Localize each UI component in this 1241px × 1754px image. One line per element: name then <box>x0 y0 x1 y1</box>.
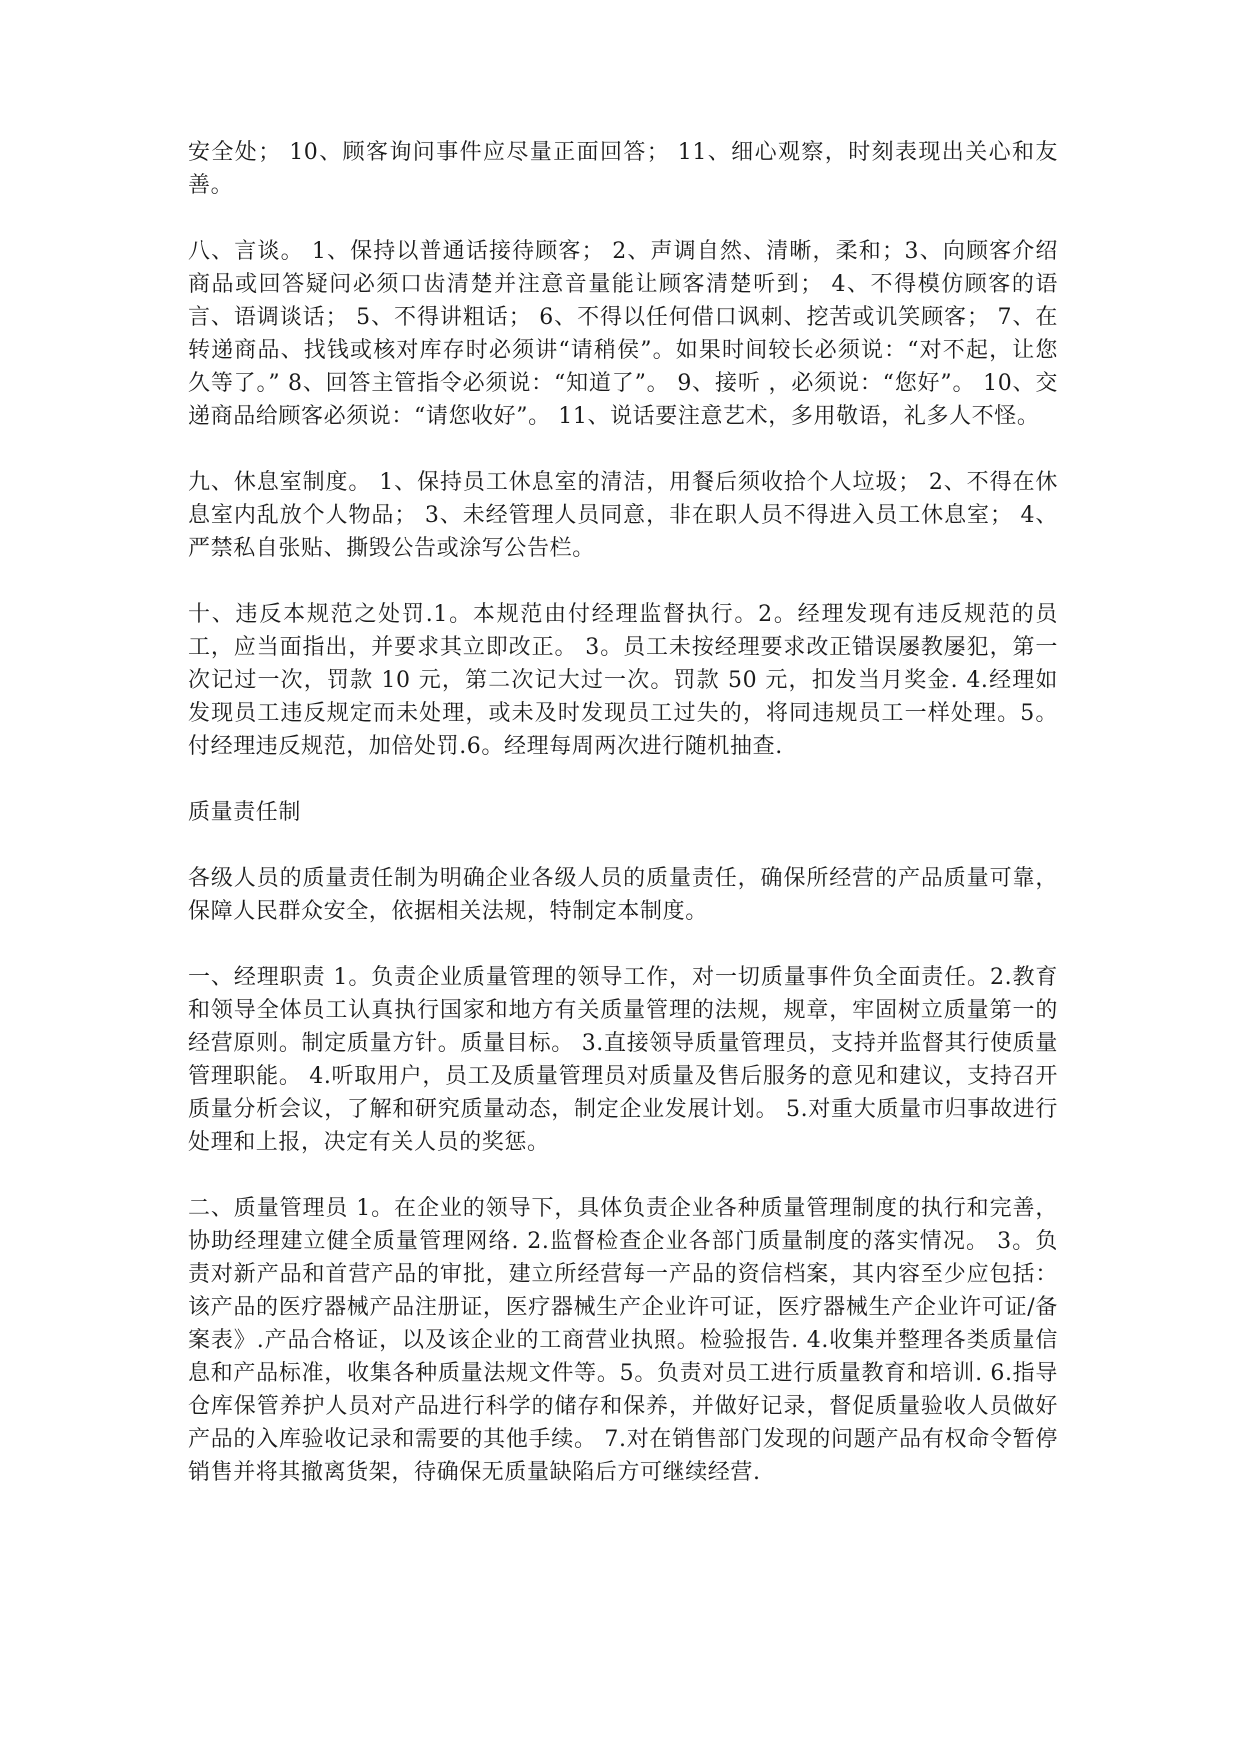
paragraph-quality-intro: 各级人员的质量责任制为明确企业各级人员的质量责任，确保所经营的产品质量可靠，保障人民群众安全，依据相关法规，特制定本制度。 <box>188 866 1058 924</box>
paragraph-speech-rules: 八、言谈。 1、保持以普通话接待顾客； 2、声调自然、清晰，柔和；3、向顾客介绍商品或回答疑问必须口齿清楚并注意音量能让顾客清楚听到； 4、不得模仿顾客的语言、语调谈话； 5、不得讲粗话； 6、不得以任何借口讽刺、挖苦或讥笑顾客； 7、在转递商品、找钱或核对库存时必须讲“请稍侯”。如果时间较长必须说：“对不起，让您久等了。” 8、回答主管指令必须说：“知道了”。 9、接听 ，必须说：“您好”。 10、交递商品给顾客必须说：“请您收好”。 11、说话要注意艺术，多用敬语，礼多人不怪。 <box>188 239 1058 429</box>
paragraph-manager-duties: 一、经理职责 1。负责企业质量管理的领导工作，对一切质量事件负全面责任。2.教育和领导全体员工认真执行国家和地方有关质量管理的法规，规章，牢固树立质量第一的经营原则。制定质量方针。质量目标。 3.直接领导质量管理员，支持并监督其行使质量管理职能。 4.听取用户，员工及质量管理员对质量及售后服务的意见和建议，支持召开质量分析会议，了解和研究质量动态，制定企业发展计划。 5.对重大质量市归事故进行处理和上报，决定有关人员的奖惩。 <box>188 965 1058 1155</box>
paragraph-customer-service-tail: 安全处； 10、顾客询问事件应尽量正面回答； 11、细心观察，时刻表现出关心和友善。 <box>188 140 1058 198</box>
section-heading-quality-responsibility: 质量责任制 <box>188 800 302 825</box>
paragraph-penalties: 十、违反本规范之处罚.1。本规范由付经理监督执行。2。经理发现有违反规范的员工，应当面指出，并要求其立即改正。 3。员工未按经理要求改正错误屡教屡犯，第一次记过一次，罚款 10 元，第二次记大过一次。罚款 50 元，扣发当月奖金. 4.经理如发现员工违反规定而未处理，或未及时发现员工过失的，将同违规员工一样处理。5。付经理违反规范，加倍处罚.6。经理每周两次进行随机抽查. <box>188 602 1058 759</box>
paragraph-rest-room-rules: 九、休息室制度。 1、保持员工休息室的清洁，用餐后须收拾个人垃圾； 2、不得在休息室内乱放个人物品； 3、未经管理人员同意，非在职人员不得进入员工休息室； 4、严禁私自张贴、撕毁公告或涂写公告栏。 <box>188 470 1058 561</box>
document-page <box>188 136 1058 1522</box>
paragraph-quality-manager-duties: 二、质量管理员 1。在企业的领导下，具体负责企业各种质量管理制度的执行和完善，协助经理建立健全质量管理网络. 2.监督检查企业各部门质量制度的落实情况。 3。负责对新产品和首营产品的审批，建立所经营每一产品的资信档案，其内容至少应包括：该产品的医疗器械产品注册证，医疗器械生产企业许可证，医疗器械生产企业许可证/备案表》.产品合格证，以及该企业的工商营业执照。检验报告. 4.收集并整理各类质量信息和产品标准，收集各种质量法规文件等。5。负责对员工进行质量教育和培训. 6.指导仓库保管养护人员对产品进行科学的储存和保养，并做好记录，督促质量验收人员做好产品的入库验收记录和需要的其他手续。 7.对在销售部门发现的问题产品有权命令暂停销售并将其撤离货架，待确保无质量缺陷后方可继续经营. <box>188 1196 1058 1485</box>
